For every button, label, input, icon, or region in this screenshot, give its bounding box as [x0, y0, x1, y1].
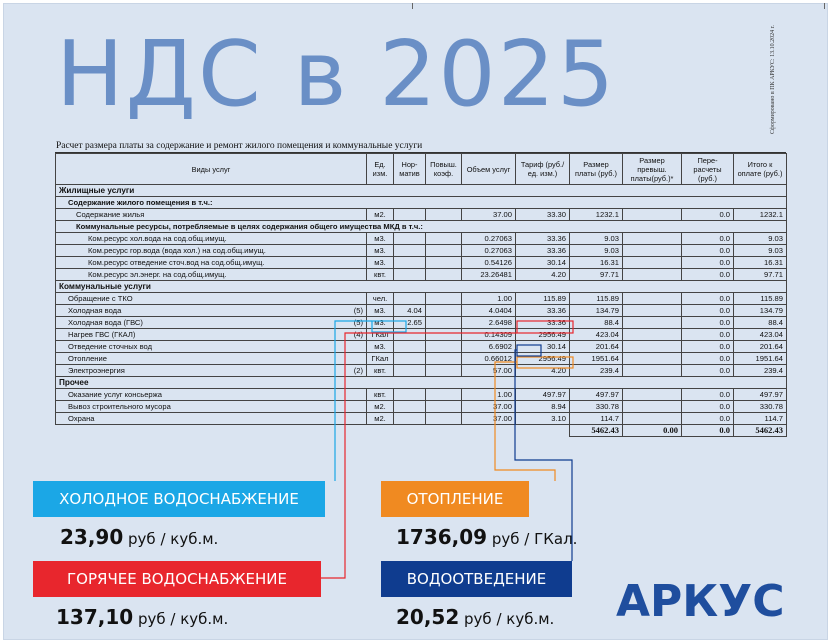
service-note: (5) — [353, 318, 363, 327]
cell-total: 1951.64 — [734, 353, 787, 365]
cell-pay: 497.97 — [570, 389, 623, 401]
cell-tariff: 33.36 — [516, 317, 570, 329]
total-grand: 5462.43 — [734, 425, 787, 437]
section-title: Содержание жилого помещения в т.ч.: — [56, 197, 787, 209]
cell-volume: 2.6498 — [462, 317, 516, 329]
service-name: Ком.ресурс эл.энерг. на сод.общ.имущ. — [88, 270, 227, 279]
column-header: Размер платы (руб.) — [570, 154, 623, 185]
cell-total: 115.89 — [734, 293, 787, 305]
cell-unit: квт. — [367, 269, 394, 281]
total-recalc: 0.0 — [682, 425, 734, 437]
cell-tariff: 33.36 — [516, 233, 570, 245]
column-header: Повыш. коэф. — [426, 154, 462, 185]
cell-volume: 0.27063 — [462, 233, 516, 245]
service-name: Отопление — [68, 354, 107, 363]
cell-unit: м3. — [367, 257, 394, 269]
cell-volume: 37.00 — [462, 413, 516, 425]
cell-total: 9.03 — [734, 233, 787, 245]
cell-tariff: 8.94 — [516, 401, 570, 413]
cell-total: 239.4 — [734, 365, 787, 377]
arkus-logo: АРКУС — [616, 576, 785, 627]
service-note: (4) — [353, 330, 363, 339]
cell-total: 16.31 — [734, 257, 787, 269]
cell-volume: 37.00 — [462, 401, 516, 413]
cell-total: 423.04 — [734, 329, 787, 341]
cell-pay: 201.64 — [570, 341, 623, 353]
highlight-box-hot — [517, 321, 573, 333]
service-name: Ком.ресурс хол.вода на сод.общ.имущ. — [88, 234, 227, 243]
cell-recalc: 0.0 — [682, 209, 734, 221]
highlight-box-heat — [517, 357, 573, 368]
cold-water-price — [60, 525, 218, 549]
cell-volume: 0.27063 — [462, 245, 516, 257]
section-title: Прочее — [56, 377, 787, 389]
document-title: Расчет размера платы за содержание и ремонт жилого помещения и коммунальные услуги — [56, 141, 423, 151]
service-name: Вывоз строительного мусора — [68, 402, 171, 411]
cold-water-value: 23,90 — [60, 525, 124, 549]
heating-value: 1736,09 — [396, 525, 488, 549]
drainage-label: ВОДООТВЕДЕНИЕ — [381, 561, 572, 597]
cell-norm: 4.04 — [394, 305, 426, 317]
service-name: Содержание жилья — [76, 210, 145, 219]
cell-total: 88.4 — [734, 317, 787, 329]
service-name: Холодная вода (ГВС) — [68, 318, 143, 327]
heating-unit: руб / ГКал. — [487, 530, 578, 548]
cell-pay: 134.79 — [570, 305, 623, 317]
cell-total: 9.03 — [734, 245, 787, 257]
cell-unit: квт. — [367, 365, 394, 377]
cell-tariff: 30.14 — [516, 257, 570, 269]
cell-pay: 115.89 — [570, 293, 623, 305]
cell-total: 1232.1 — [734, 209, 787, 221]
cold-water-label: ХОЛОДНОЕ ВОДОСНАБЖЕНИЕ — [33, 481, 325, 517]
service-name: Нагрев ГВС (ГКАЛ) — [68, 330, 136, 339]
cell-pay: 9.03 — [570, 233, 623, 245]
service-name: Холодная вода — [68, 306, 122, 315]
cell-total: 497.97 — [734, 389, 787, 401]
service-name: Электроэнергия — [68, 366, 125, 375]
connector-heat — [495, 362, 555, 481]
side-note: Сформировано в ПК АРКУС: 13.10.2024 г. — [770, 25, 776, 134]
cell-total: 201.64 — [734, 341, 787, 353]
section-title: Коммунальные услуги — [56, 281, 787, 293]
cell-volume: 23.26481 — [462, 269, 516, 281]
cell-unit: м2. — [367, 413, 394, 425]
cell-tariff: 115.89 — [516, 293, 570, 305]
cell-pay: 16.31 — [570, 257, 623, 269]
section-title: Коммунальные ресурсы, потребляемые в целях содержания общего имущества МКД в т.ч.: — [56, 221, 787, 233]
cell-pay: 114.7 — [570, 413, 623, 425]
service-name: Оказание услуг консьержа — [68, 390, 162, 399]
cell-volume: 1.00 — [462, 293, 516, 305]
service-name: Ком.ресурс гор.вода (вода хол.) на сод.общ.имущ. — [88, 246, 266, 255]
cell-volume: 0.54126 — [462, 257, 516, 269]
cell-tariff: 2956.49 — [516, 329, 570, 341]
cell-recalc: 0.0 — [682, 413, 734, 425]
heating-price — [396, 525, 577, 549]
cell-pay: 9.03 — [570, 245, 623, 257]
cell-tariff: 33.36 — [516, 245, 570, 257]
cell-tariff: 33.36 — [516, 305, 570, 317]
service-name: Отведение сточных вод — [68, 342, 153, 351]
cell-pay: 97.71 — [570, 269, 623, 281]
cell-recalc: 0.0 — [682, 305, 734, 317]
column-header: Итого к оплате (руб.) — [734, 154, 787, 185]
cell-recalc: 0.0 — [682, 401, 734, 413]
drainage-price — [396, 605, 554, 629]
cell-volume: 6.6902 — [462, 341, 516, 353]
section-title: Жилищные услуги — [56, 185, 787, 197]
cell-recalc: 0.0 — [682, 269, 734, 281]
service-note: (2) — [353, 366, 363, 375]
hot-water-unit: руб / куб.м. — [133, 610, 229, 628]
cell-recalc: 0.0 — [682, 233, 734, 245]
cold-water-unit: руб / куб.м. — [123, 530, 219, 548]
cell-total: 114.7 — [734, 413, 787, 425]
cell-unit: м2. — [367, 209, 394, 221]
service-name: Охрана — [68, 414, 95, 423]
cell-total: 97.71 — [734, 269, 787, 281]
cell-tariff: 3.10 — [516, 413, 570, 425]
cell-volume: 0.14309 — [462, 329, 516, 341]
cell-pay: 423.04 — [570, 329, 623, 341]
highlight-box-drain — [517, 345, 541, 356]
cell-pay: 88.4 — [570, 317, 623, 329]
column-header: Размер превыш. платы(руб.)* — [623, 154, 682, 185]
cell-pay: 1951.64 — [570, 353, 623, 365]
service-note: (5) — [353, 306, 363, 315]
drainage-value: 20,52 — [396, 605, 460, 629]
column-header: Пере- расчеты (руб.) — [682, 154, 734, 185]
cell-tariff: 4.20 — [516, 365, 570, 377]
cell-unit: м2. — [367, 401, 394, 413]
cell-tariff: 4.20 — [516, 269, 570, 281]
cell-unit: квт. — [367, 389, 394, 401]
heating-label: ОТОПЛЕНИЕ — [381, 481, 529, 517]
cell-volume: 1.00 — [462, 389, 516, 401]
service-name: Обращение с ТКО — [68, 294, 133, 303]
column-header: Нор- матив — [394, 154, 426, 185]
cell-norm: 2.65 — [394, 317, 426, 329]
cell-volume: 37.00 — [462, 209, 516, 221]
cell-pay: 239.4 — [570, 365, 623, 377]
cell-total: 134.79 — [734, 305, 787, 317]
cell-pay: 1232.1 — [570, 209, 623, 221]
service-name: Ком.ресурс отведение сточ.вод на сод.общ.имущ. — [88, 258, 265, 267]
cell-recalc: 0.0 — [682, 317, 734, 329]
cell-unit: ГКал — [367, 353, 394, 365]
cell-volume: 0.66012 — [462, 353, 516, 365]
cell-recalc: 0.0 — [682, 341, 734, 353]
cell-tariff: 30.14 — [516, 341, 570, 353]
highlight-box-cold — [372, 321, 406, 332]
column-header: Виды услуг — [56, 154, 367, 185]
hot-water-price — [56, 605, 228, 629]
hot-water-value: 137,10 — [56, 605, 134, 629]
cell-recalc: 0.0 — [682, 365, 734, 377]
cell-tariff: 2956.49 — [516, 353, 570, 365]
cell-recalc: 0.0 — [682, 257, 734, 269]
cell-unit: м3. — [367, 245, 394, 257]
cell-unit: м3. — [367, 317, 394, 329]
total-excess: 0.00 — [623, 425, 682, 437]
column-header: Объем услуг — [462, 154, 516, 185]
cell-recalc: 0.0 — [682, 389, 734, 401]
drainage-unit: руб / куб.м. — [459, 610, 555, 628]
cell-recalc: 0.0 — [682, 245, 734, 257]
cell-recalc: 0.0 — [682, 329, 734, 341]
connector-cold — [335, 321, 372, 481]
cell-unit: м3. — [367, 341, 394, 353]
cell-unit: ГКал — [367, 329, 394, 341]
cell-volume: 57.00 — [462, 365, 516, 377]
headline: НДС в 2025 — [56, 22, 617, 127]
cell-unit: м3. — [367, 233, 394, 245]
cell-pay: 330.78 — [570, 401, 623, 413]
column-header: Тариф (руб./ед. изм.) — [516, 154, 570, 185]
cell-tariff: 33.30 — [516, 209, 570, 221]
cell-unit: м3. — [367, 305, 394, 317]
total-pay: 5462.43 — [570, 425, 623, 437]
cell-total: 330.78 — [734, 401, 787, 413]
cell-unit: чел. — [367, 293, 394, 305]
cell-volume: 4.0404 — [462, 305, 516, 317]
cell-recalc: 0.0 — [682, 353, 734, 365]
hot-water-label: ГОРЯЧЕЕ ВОДОСНАБЖЕНИЕ — [33, 561, 321, 597]
cell-tariff: 497.97 — [516, 389, 570, 401]
column-header: Ед. изм. — [367, 154, 394, 185]
cell-recalc: 0.0 — [682, 293, 734, 305]
